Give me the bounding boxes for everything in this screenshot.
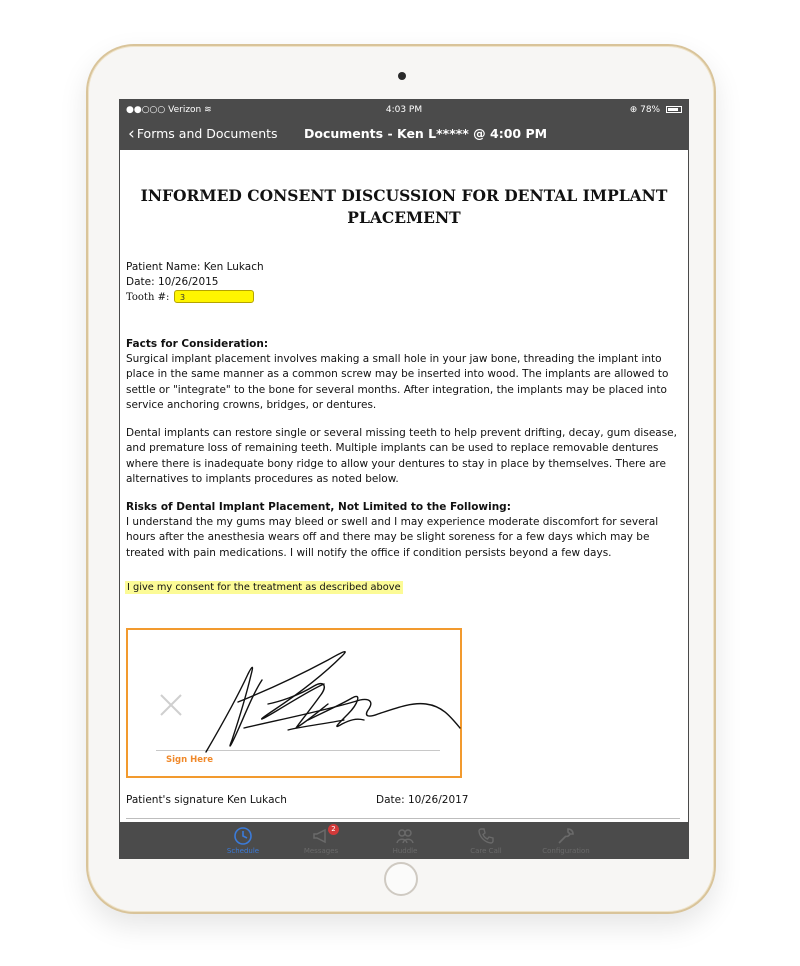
- phone-icon: [476, 826, 496, 846]
- battery-icon: [666, 106, 682, 113]
- tab-schedule-label: Schedule: [226, 847, 260, 855]
- nav-title: Documents - Ken L***** @ 4:00 PM: [304, 126, 548, 141]
- tooth-number-input[interactable]: 3: [174, 290, 254, 303]
- clock-icon: [233, 826, 253, 846]
- document-date: Date: 10/26/2015: [126, 276, 219, 288]
- risks-paragraph: I understand the my gums may bleed or swell and I may experience moderate discomfort for several hours after the anesthesia wears off and there may be slight soreness for a few days which may be treated with pain medications. I will notify the office if condition persists beyond a few days.: [126, 516, 659, 559]
- home-button[interactable]: [384, 862, 418, 896]
- tab-configuration-label: Configuration: [542, 847, 590, 855]
- tooth-field: [126, 291, 266, 305]
- signature-pad[interactable]: [126, 628, 462, 778]
- tab-huddle-label: Huddle: [392, 847, 418, 855]
- facts-heading: Facts for Consideration:: [126, 338, 269, 350]
- consent-document: [120, 150, 688, 822]
- tab-schedule[interactable]: [203, 824, 283, 858]
- wrench-icon: [556, 826, 576, 846]
- patient-name: Patient Name: Ken Lukach: [126, 261, 264, 273]
- facts-paragraph: Surgical implant placement involves making a small hole in your jaw bone, threading the implant into place in the same manner as a common screw may be inserted into wood. The implants are allowed to settle or "integrate" to the bone for several months. After integration, the implants may be placed into service anchoring crowns, bridges, or dentures.: [126, 353, 669, 411]
- tab-configuration[interactable]: [526, 824, 606, 858]
- tab-bar: [120, 822, 688, 859]
- status-bar: [120, 100, 688, 120]
- sign-here-label: Sign Here: [166, 755, 213, 765]
- tab-huddle[interactable]: [365, 824, 445, 858]
- status-time: 4:03 PM: [385, 105, 423, 115]
- risks-heading: Risks of Dental Implant Placement, Not Limited to the Following:: [126, 501, 511, 513]
- front-camera: [398, 72, 406, 80]
- tooth-label: Tooth #:: [126, 292, 170, 303]
- tab-messages-label: Messages: [303, 847, 339, 855]
- tab-care-call[interactable]: [446, 824, 526, 858]
- tab-care-call-label: Care Call: [470, 847, 502, 855]
- wifi-icon: ≋: [204, 105, 212, 115]
- implants-paragraph: Dental implants can restore single or several missing teeth to help prevent drifting, decay, gum disease, and premature loss of remaining teeth. Multiple implants can be used to replace removable dentures where there is inadequate bony ridge to allow your dentures to stay in place by themselves. There are alternatives to implants procedures as noted below.: [126, 427, 677, 485]
- orientation-lock-icon: ⊕: [629, 105, 638, 115]
- chevron-left-icon: ‹: [128, 124, 135, 144]
- battery-indicator: [630, 100, 682, 120]
- document-divider: [126, 818, 680, 819]
- document-title: INFORMED CONSENT DISCUSSION FOR DENTAL IMPLANT PLACEMENT: [140, 186, 668, 227]
- back-button-label: Forms and Documents: [136, 126, 278, 141]
- back-button[interactable]: [128, 124, 278, 144]
- carrier-label: ●●○○○ Verizon ≋: [126, 105, 212, 115]
- tablet-screen: [119, 99, 689, 859]
- messages-badge: 2: [328, 824, 339, 835]
- signature-caption: Patient's signature Ken Lukach: [126, 794, 287, 806]
- tab-messages[interactable]: [281, 824, 361, 858]
- people-icon: [395, 826, 415, 846]
- signature-date: Date: 10/26/2017: [376, 794, 469, 806]
- battery-percent: 78%: [640, 105, 661, 115]
- navigation-bar: [120, 120, 688, 150]
- consent-statement: I give my consent for the treatment as described above: [127, 582, 401, 593]
